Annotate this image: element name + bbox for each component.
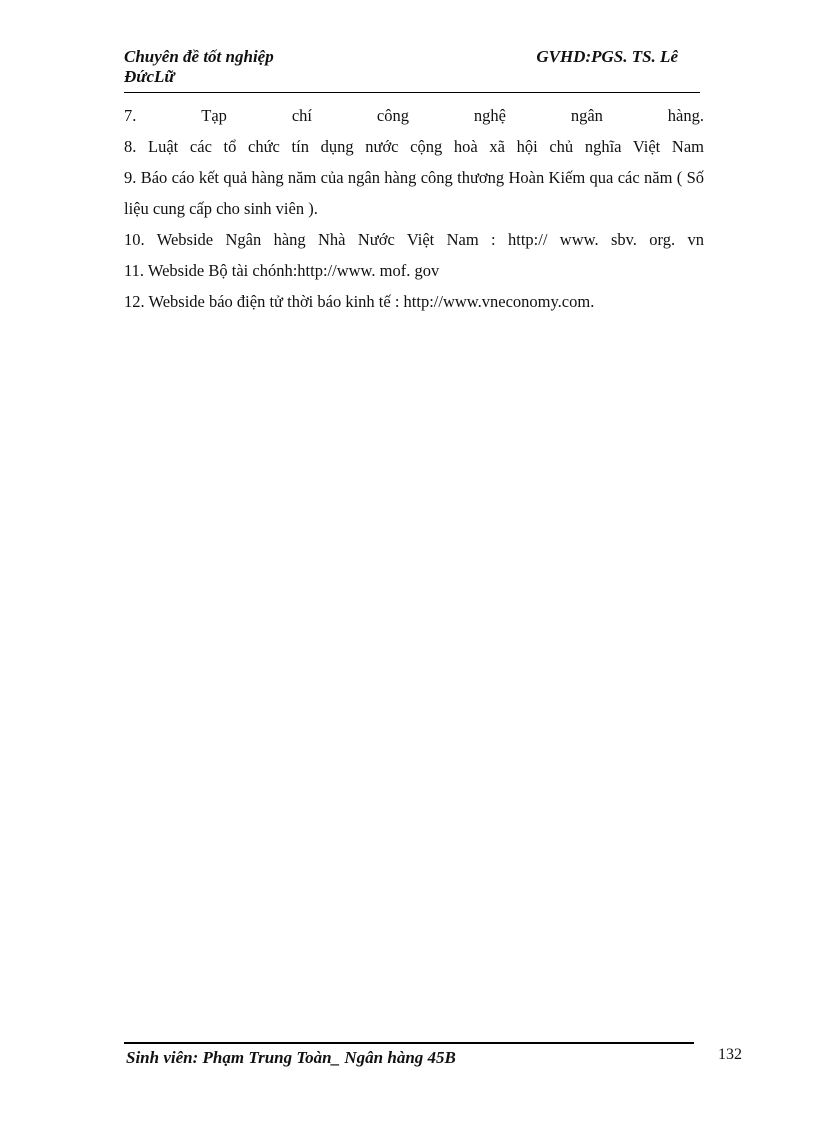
header-left-title: Chuyên đề tốt nghiệp bbox=[124, 47, 274, 66]
header-divider bbox=[124, 92, 700, 93]
list-item: 9. Báo cáo kết quả hàng năm của ngân hàng công thương Hoàn Kiếm qua các năm ( Số liệu cung cấp cho sinh viên ). bbox=[124, 168, 704, 218]
list-item bbox=[124, 100, 704, 131]
ref-7-token-2: chí bbox=[291, 106, 312, 125]
reference-list bbox=[124, 100, 704, 317]
ref-7-token-1: Tạp bbox=[201, 106, 227, 125]
list-item: 8. Luật các tổ chức tín dụng nước cộng hoà xã hội chủ nghĩa Việt Nam bbox=[124, 137, 704, 156]
ref-7-token-4: nghệ bbox=[473, 106, 506, 125]
list-item: 11. Webside Bộ tài chónh:http://www. mof. gov bbox=[124, 261, 440, 280]
footer-student-info: Sinh viên: Phạm Trung Toàn_ Ngân hàng 45B bbox=[126, 1048, 456, 1067]
ref-7-token-6: hàng. bbox=[667, 106, 704, 125]
ref-7-token-3: công bbox=[376, 106, 409, 125]
ref-7-token-5: ngân bbox=[570, 106, 603, 125]
header-top-row bbox=[124, 46, 700, 69]
list-item: 12. Webside báo điện tử thời báo kinh tế : http://www.vneconomy.com. bbox=[124, 292, 595, 311]
ref-7-token-0: 7. bbox=[124, 106, 137, 125]
footer-divider bbox=[124, 1042, 694, 1044]
page-number: 132 bbox=[718, 1046, 742, 1063]
header-left-title-cont: ĐứcLữ bbox=[124, 66, 175, 86]
list-item: 10. Webside Ngân hàng Nhà Nước Việt Nam : http:// www. sbv. org. vn bbox=[124, 230, 704, 249]
page-header bbox=[124, 46, 700, 87]
header-right-advisor: GVHD:PGS. TS. Lê bbox=[536, 47, 678, 66]
